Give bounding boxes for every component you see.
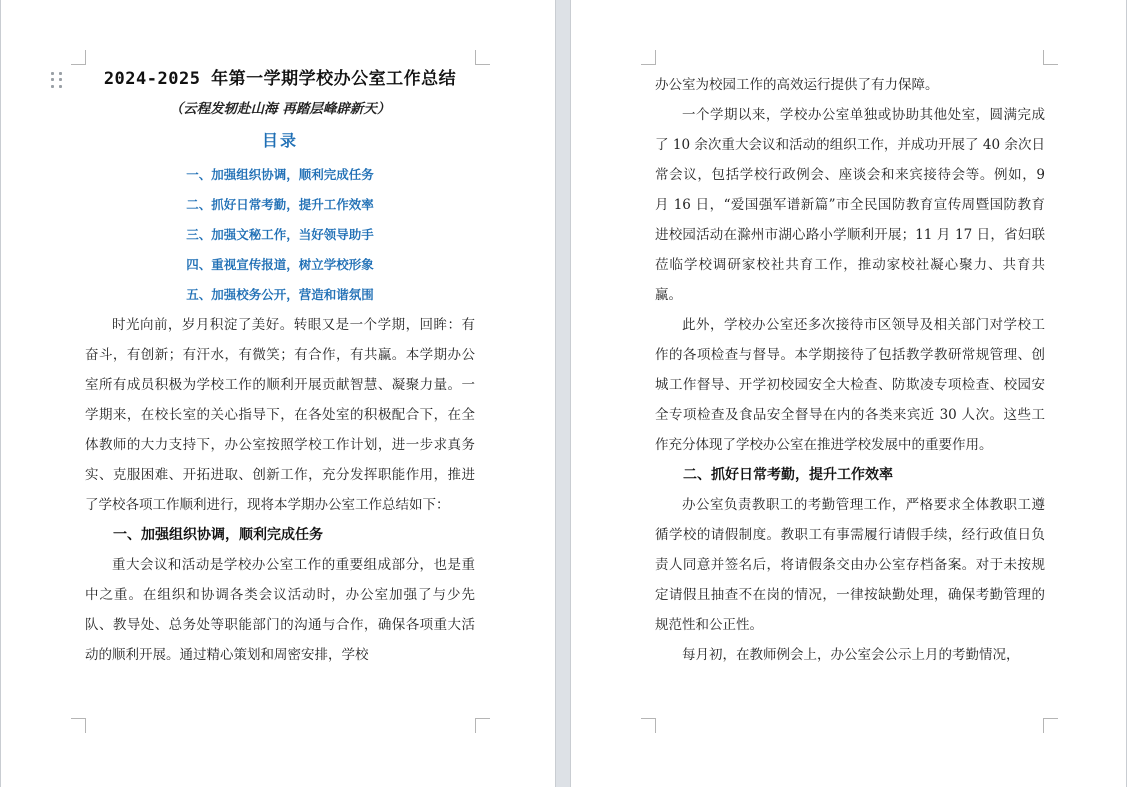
crop-mark-bottom-right	[1043, 718, 1058, 733]
document-subtitle: （云程发轫赴山海 再踏层峰辟新天）	[169, 101, 391, 117]
intro-paragraph: 时光向前，岁月积淀了美好。转眼又是一个学期，回眸：有奋斗，有创新；有汗水，有微笑；有合作，有共赢。本学期办公室所有成员积极为学校工作的顺利开展贡献智慧、凝聚力量。一学期来，在校长室的关心指导下，在各处室的积极配合下，在全体教师的大力支持下，办公室按照学校工作计划，进一步求真务实、克服困难、开拓进取、创新工作，充分发挥职能作用，推进了学校各项工作顺利进行，现将本学期办公室工作总结如下：	[85, 317, 475, 513]
section-1-paragraph-3: 此外，学校办公室还多次接待市区领导及相关部门对学校工作的各项检查与督导。本学期接待了包括教学教研常规管理、创城工作督导、开学初校园安全大检查、防欺凌专项检查、校园安全专项检查及食品安全督导在内的各类来宾近 30 人次。这些工作充分体现了学校办公室在推进学校发展中的重要作用。	[655, 317, 1045, 453]
toc-item-1[interactable]: 一、加强组织协调，顺利完成任务	[186, 167, 374, 182]
page-2-content	[655, 70, 1045, 670]
section-2-paragraph-1: 办公室负责教职工的考勤管理工作，严格要求全体教职工遵循学校的请假制度。教职工有事需履行请假手续，经行政值日负责人同意并签名后，将请假条交由办公室存档备案。对于未按规定请假且抽查不在岗的情况，一律按缺勤处理，确保考勤管理的规范性和公正性。	[655, 497, 1045, 633]
crop-mark-top-left	[71, 50, 86, 65]
document-page-1	[0, 0, 556, 787]
document-title: 2024-2025 年第一学期学校办公室工作总结	[103, 69, 457, 89]
continued-paragraph: 办公室为校园工作的高效运行提供了有力保障。	[655, 77, 939, 93]
section-2-paragraph-2: 每月初，在教师例会上，办公室会公示上月的考勤情况，	[682, 647, 1020, 663]
crop-mark-bottom-left	[641, 718, 656, 733]
section-1-paragraph-2: 一个学期以来，学校办公室单独或协助其他处室，圆满完成了 10 余次重大会议和活动的组织工作，并成功开展了 40 余次日常会议，包括学校行政例会、座谈会和来宾接待会等。例如，9 月 16 日，“爱国强军谱新篇”市全民国防教育宣传周暨国防教育进校园活动在滁州市湖心路小学顺利开展；11 月 17 日，省妇联莅临学校调研家校社共育工作，推动家校社凝心聚力、共育共赢。	[655, 107, 1045, 303]
toc-item-4[interactable]: 四、重视宣传报道，树立学校形象	[186, 257, 374, 272]
crop-mark-top-left	[641, 50, 656, 65]
toc-item-3[interactable]: 三、加强文秘工作，当好领导助手	[186, 227, 374, 242]
toc-title: 目录	[261, 131, 298, 150]
section-2-heading: 二、抓好日常考勤，提升工作效率	[683, 467, 893, 483]
crop-mark-bottom-left	[71, 718, 86, 733]
crop-mark-bottom-right	[475, 718, 490, 733]
page-1-content	[85, 62, 475, 670]
document-page-2	[570, 0, 1127, 787]
crop-mark-top-right	[1043, 50, 1058, 65]
toc-item-5[interactable]: 五、加强校务公开，营造和谐氛围	[186, 287, 374, 302]
toc-item-2[interactable]: 二、抓好日常考勤，提升工作效率	[186, 197, 374, 212]
section-1-heading: 一、加强组织协调，顺利完成任务	[113, 527, 323, 543]
section-1-paragraph-1: 重大会议和活动是学校办公室工作的重要组成部分，也是重中之重。在组织和协调各类会议活动时，办公室加强了与少先队、教导处、总务处等职能部门的沟通与合作，确保各项重大活动的顺利开展。通过精心策划和周密安排，学校	[85, 557, 475, 663]
crop-mark-top-right	[475, 50, 490, 65]
paragraph-drag-handle-icon[interactable]	[51, 72, 63, 88]
